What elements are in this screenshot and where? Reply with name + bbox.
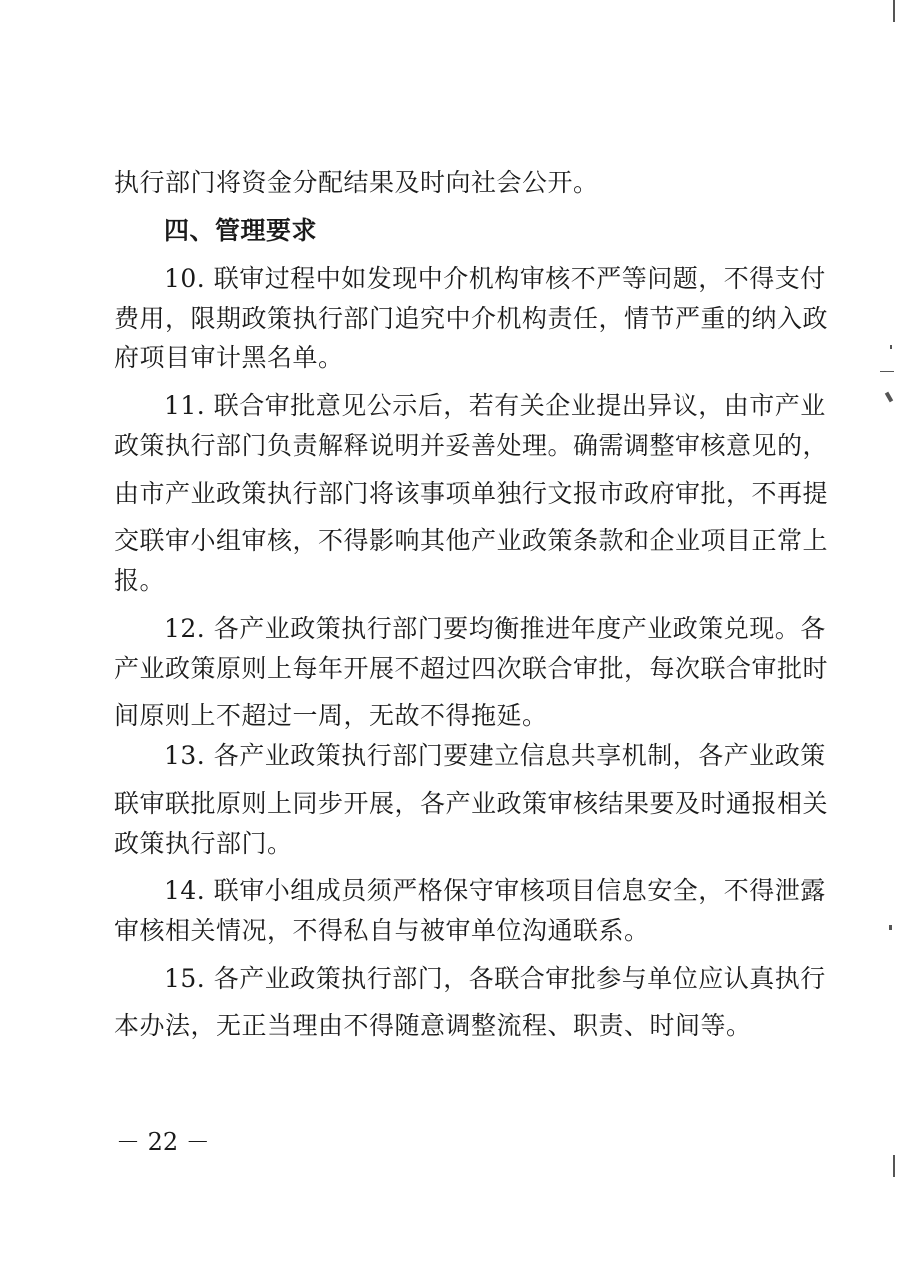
scan-artifact: [889, 925, 892, 930]
text-line: 14. 联审小组成员须严格保守审核项目信息安全，不得泄露: [164, 876, 826, 905]
page-number: － 22 －: [116, 1128, 210, 1156]
scan-artifact: [893, 1155, 895, 1177]
section-heading: 四、管理要求: [164, 216, 318, 245]
scan-artifact: [885, 392, 893, 403]
text-line: 12. 各产业政策执行部门要均衡推进年度产业政策兑现。各: [164, 614, 826, 643]
text-line: 府项目审计黑名单。: [114, 343, 344, 372]
text-line: 报。: [114, 566, 166, 595]
text-line: 执行部门将资金分配结果及时向社会公开。: [114, 168, 599, 197]
text-line: 由市产业政策执行部门将该事项单独行文报市政府审批，不再提: [114, 479, 829, 508]
text-line: 联审联批原则上同步开展，各产业政策审核结果要及时通报相关: [114, 789, 829, 818]
text-line: 政策执行部门。: [114, 829, 293, 858]
text-line: 费用，限期政策执行部门追究中介机构责任，情节严重的纳入政: [114, 304, 829, 333]
text-line: 政策执行部门负责解释说明并妥善处理。确需调整审核意见的，: [114, 431, 829, 460]
scan-artifact: [893, 0, 895, 22]
text-line: 间原则上不超过一周，无故不得拖延。: [114, 701, 548, 730]
text-line: 15. 各产业政策执行部门，各联合审批参与单位应认真执行: [164, 964, 826, 993]
scan-artifact: [880, 371, 894, 372]
text-line: 交联审小组审核，不得影响其他产业政策条款和企业项目正常上: [114, 526, 829, 555]
text-line: 10. 联审过程中如发现中介机构审核不严等问题，不得支付: [164, 264, 826, 293]
scan-artifact: [890, 345, 892, 349]
text-line: 11. 联合审批意见公示后，若有关企业提出异议，由市产业: [164, 391, 826, 420]
text-line: 审核相关情况，不得私自与被审单位沟通联系。: [114, 916, 650, 945]
text-line: 13. 各产业政策执行部门要建立信息共享机制，各产业政策: [164, 741, 826, 770]
text-line: 本办法，无正当理由不得随意调整流程、职责、时间等。: [114, 1011, 752, 1040]
text-line: 产业政策原则上每年开展不超过四次联合审批，每次联合审批时: [114, 654, 829, 683]
